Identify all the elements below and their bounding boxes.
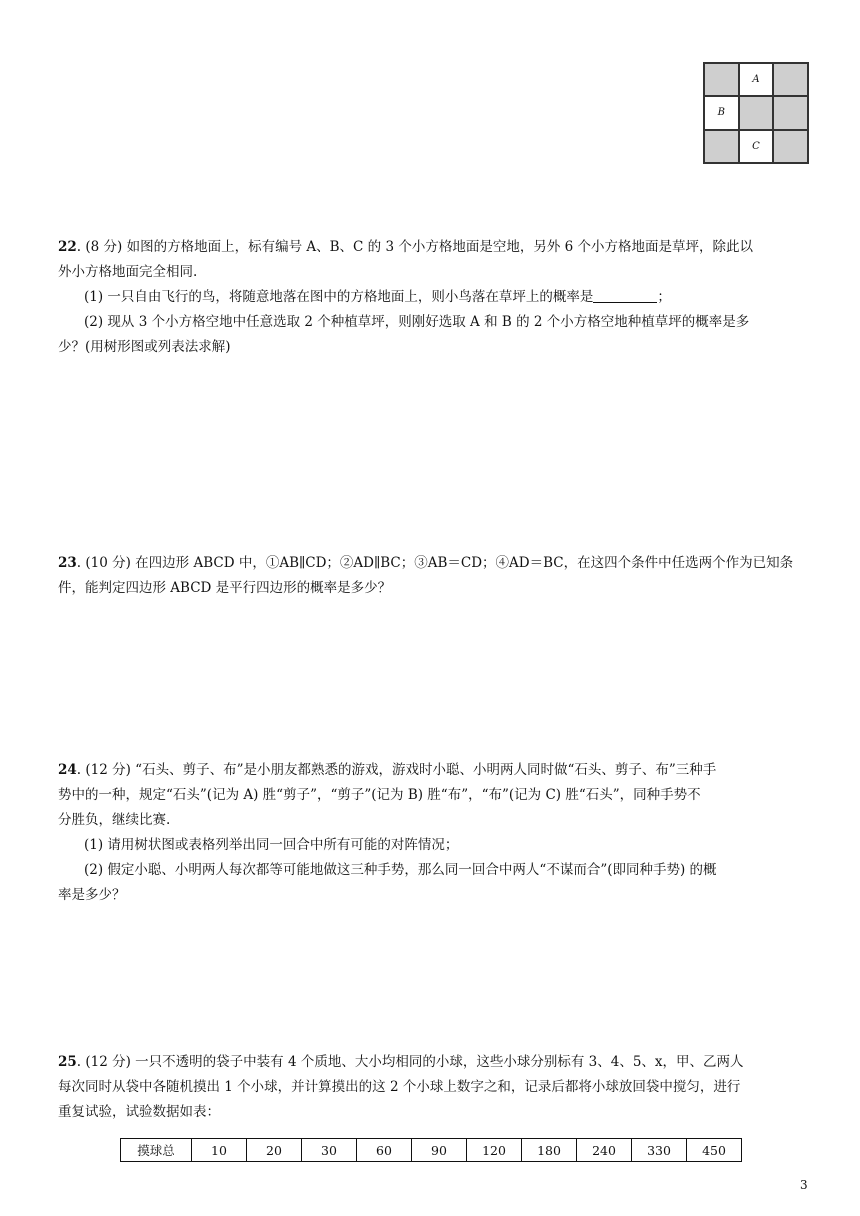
question-number: 23 bbox=[58, 555, 77, 571]
table-cell: 180 bbox=[522, 1139, 577, 1162]
experiment-data-table bbox=[120, 1138, 742, 1162]
table-cell: 60 bbox=[357, 1139, 412, 1162]
question-text: . (8 分) 如图的方格地面上，标有编号 A、B、C 的 3 个小方格地面是空地，另外 6 个小方格地面是草坪，除此以 bbox=[76, 239, 754, 255]
subquestion-2-cont: 率是多少？ bbox=[58, 887, 126, 903]
table-cell: 120 bbox=[467, 1139, 522, 1162]
question-text: 重复试验，试验数据如表： bbox=[58, 1104, 220, 1120]
grid-cell bbox=[739, 96, 774, 129]
question-number: 25 bbox=[58, 1054, 77, 1070]
table-cell: 330 bbox=[632, 1139, 687, 1162]
subquestion-1: (1) 一只自由飞行的鸟，将随意地落在图中的方格地面上，则小鸟落在草坪上的概率是 bbox=[84, 289, 594, 305]
grid-cell bbox=[704, 63, 739, 96]
question-text: 分胜负，继续比赛. bbox=[58, 812, 171, 828]
question-text: 外小方格地面完全相同. bbox=[58, 264, 198, 280]
subquestion-2: (2) 假定小聪、小明两人每次都等可能地做这三种手势，那么同一回合中两人“不谋而合”(即同种手势) 的概 bbox=[84, 862, 717, 878]
grid-cell-a: A bbox=[739, 63, 774, 96]
subquestion-end: ； bbox=[657, 289, 671, 305]
grid-cell bbox=[773, 63, 808, 96]
question-22 bbox=[58, 235, 810, 360]
table-cell: 10 bbox=[192, 1139, 247, 1162]
page-number: 3 bbox=[800, 1178, 808, 1192]
table-header-cell: 摸球总 bbox=[121, 1139, 192, 1162]
answer-blank bbox=[593, 288, 657, 303]
table-cell: 30 bbox=[302, 1139, 357, 1162]
grid-cell bbox=[773, 96, 808, 129]
table-row bbox=[121, 1139, 742, 1162]
grid-cell-b: B bbox=[704, 96, 739, 129]
question-text: . (12 分) 一只不透明的袋子中装有 4 个质地、大小均相同的小球，这些小球分别标有 3、4、5、x，甲、乙两人 bbox=[76, 1054, 744, 1070]
grid-cell bbox=[773, 130, 808, 163]
question-23 bbox=[58, 551, 810, 601]
subquestion-1: (1) 请用树状图或表格列举出同一回合中所有可能的对阵情况； bbox=[84, 837, 459, 853]
question-number: 24 bbox=[58, 762, 77, 778]
subquestion-2: (2) 现从 3 个小方格空地中任意选取 2 个种植草坪，则刚好选取 A 和 B 的 2 个小方格空地种植草坪的概率是多 bbox=[84, 314, 750, 330]
question-text: 每次同时从袋中各随机摸出 1 个小球，并计算摸出的这 2 个小球上数字之和，记录后都将小球放回袋中搅匀，进行 bbox=[58, 1079, 741, 1095]
question-number: 22 bbox=[58, 239, 77, 255]
table-cell: 450 bbox=[687, 1139, 742, 1162]
question-25 bbox=[58, 1050, 810, 1125]
grass-grid-figure bbox=[703, 62, 809, 164]
grid-cell bbox=[704, 130, 739, 163]
question-text: . (12 分) “石头、剪子、布”是小朋友都熟悉的游戏，游戏时小聪、小明两人同时做“石头、剪子、布”三种手 bbox=[76, 762, 717, 778]
table-cell: 20 bbox=[247, 1139, 302, 1162]
question-24 bbox=[58, 758, 810, 908]
subquestion-2-cont: 少？(用树形图或列表法求解) bbox=[58, 339, 231, 355]
table-cell: 90 bbox=[412, 1139, 467, 1162]
question-text: 势中的一种，规定“石头”(记为 A) 胜“剪子”，“剪子”(记为 B) 胜“布”，“布”(记为 C) 胜“石头”，同种手势不 bbox=[58, 787, 701, 803]
question-text: 件，能判定四边形 ABCD 是平行四边形的概率是多少？ bbox=[58, 580, 392, 596]
grid-cell-c: C bbox=[739, 130, 774, 163]
table-cell: 240 bbox=[577, 1139, 632, 1162]
question-text: . (10 分) 在四边形 ABCD 中，①AB∥CD；②AD∥BC；③AB＝CD；④AD＝BC，在这四个条件中任选两个作为已知条 bbox=[76, 555, 794, 571]
